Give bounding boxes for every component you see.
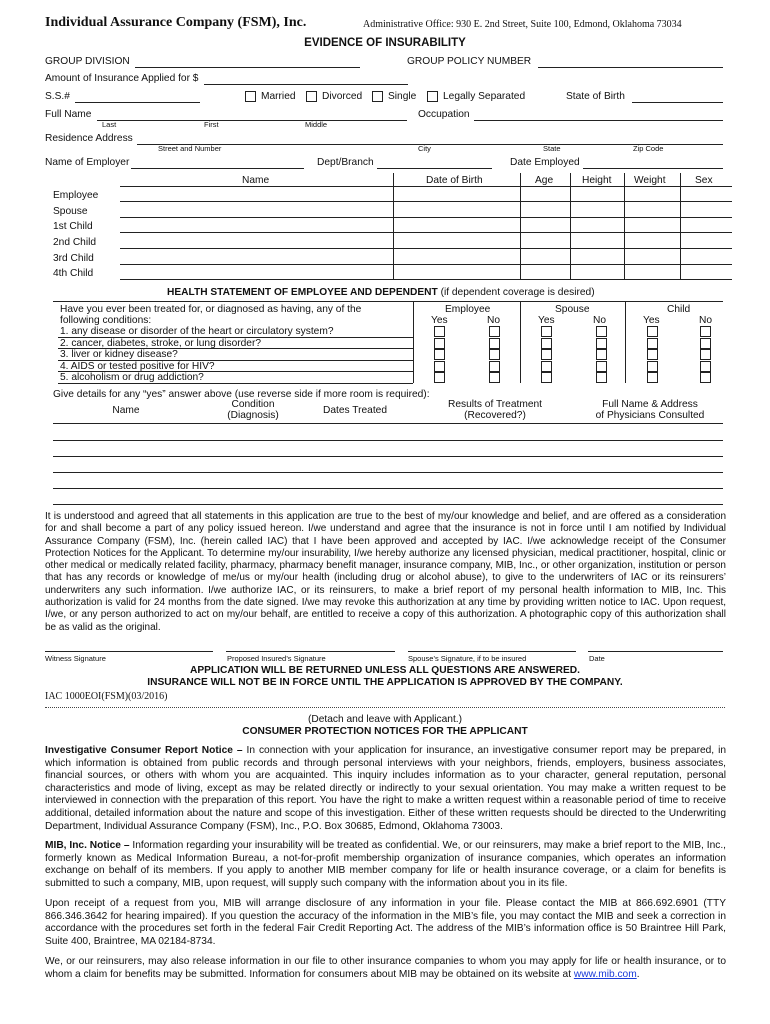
yes-label: Yes [431, 315, 448, 326]
company-name: Individual Assurance Company (FSM), Inc. [45, 15, 307, 30]
ssn-label: S.S.# [45, 91, 70, 102]
date-caption: Date [589, 654, 605, 663]
dep-row-label: 3rd Child [53, 253, 94, 264]
release-body: We, or our reinsurers, may also release information in our file to other insurance companies to whom you may apply for life or health insurance, or to whom a claim for benefits may be submitted. Information for consumers about MIB may be obtained on its website at [45, 956, 726, 980]
condition-5-checkbox[interactable] [596, 372, 607, 383]
details-intro: Give details for any “yes” answer above (use reverse side if more room is required): [53, 389, 430, 400]
date-line[interactable] [588, 651, 723, 652]
date-employed-label: Date Employed [510, 157, 580, 168]
health-rule [53, 301, 723, 302]
dep-row-line[interactable] [120, 201, 732, 202]
office-address: Administrative Office: 930 E. 2nd Street, Suite 100, Edmond, Oklahoma 73034 [363, 19, 682, 30]
condition-4-checkbox[interactable] [541, 361, 552, 372]
warning-line-1: APPLICATION WILL BE RETURNED UNLESS ALL QUESTIONS ARE ANSWERED. [190, 665, 580, 676]
condition-5-checkbox[interactable] [647, 372, 658, 383]
condition-1-checkbox[interactable] [596, 326, 607, 337]
yes-label: Yes [538, 315, 555, 326]
condition-2-checkbox[interactable] [489, 338, 500, 349]
condition-4: 4. AIDS or tested positive for HIV? [60, 361, 215, 372]
group-employee: Employee [445, 304, 491, 315]
group-division-field[interactable] [135, 67, 360, 68]
dep-header-height: Height [582, 175, 612, 186]
dep-header-dob: Date of Birth [426, 175, 483, 186]
witness-caption: Witness Signature [45, 654, 106, 663]
condition-1-checkbox[interactable] [647, 326, 658, 337]
condition-1-checkbox[interactable] [434, 326, 445, 337]
insured-caption: Proposed Insured’s Signature [227, 654, 326, 663]
condition-3-checkbox[interactable] [596, 349, 607, 360]
details-row-line[interactable] [53, 456, 723, 457]
details-row-line[interactable] [53, 504, 723, 505]
warning-line-2: INSURANCE WILL NOT BE IN FORCE UNTIL THE APPLICATION IS APPROVED BY THE COMPANY. [147, 677, 623, 688]
condition-2: 2. cancer, diabetes, stroke, or lung disorder? [60, 338, 262, 349]
dep-header-rule [120, 186, 732, 187]
dep-row-label: Spouse [53, 206, 88, 217]
health-divider [413, 301, 414, 383]
state-of-birth-label: State of Birth [566, 91, 625, 102]
mib-title: MIB, Inc. Notice – [45, 840, 130, 851]
amount-field[interactable] [204, 84, 408, 85]
no-label: No [699, 315, 713, 326]
dep-row-label: Employee [53, 190, 99, 201]
detach-line [45, 707, 725, 708]
group-child: Child [667, 304, 691, 315]
state-of-birth-field[interactable] [632, 102, 723, 103]
condition-2-checkbox[interactable] [647, 338, 658, 349]
form-code: IAC 1000EOI(FSM)(03/2016) [45, 691, 168, 702]
health-title-note: (if dependent coverage is desired) [440, 287, 595, 298]
dep-row-line[interactable] [120, 232, 732, 233]
condition-5-checkbox[interactable] [489, 372, 500, 383]
details-col-dates: Dates Treated [323, 405, 387, 416]
authorization-paragraph: It is understood and agreed that all statements in this application are true to the best of my/our knowledge and belief, and are offered as a consideration for and shall become a part of any policy issued hereon. I/we understand and agree that the insurance is not in force until I am notified by Individual Assurance Company (FSM), Inc. (herein called IAC) that I have been approved and accepted by IAC. I/we acknowledge receipt of the Consumer Protection Notices for the Applicant. To determine my/our insurability, I/we hereby authorize any licensed physician, medical practitioner, hospital, clinic or other medical or medically related facility, pharmacy, pharmacy benefit manager, insurance company, MIB, Inc., or other organization, institution or person that has any records or knowledge of me/us or my/our health (including drug or alcohol abuse), to give to the underwriters of IAC or its reinsurers’ underwriters any such information. I/we authorize IAC, or its reinsurers, to make a brief report of my personal health information to MIB, Inc. This authorization is valid for 24 months from the date signed. I/we may revoke this authorization at any time by providing written notice to IAC. Upon request, I/we, or any person authorized to act on my/our behalf, are entitled to receive a copy of this authorization. A photographic copy of this authorization shall be as valid as the original. [45, 511, 726, 633]
investigative-notice [45, 745, 726, 833]
dep-header-weight: Weight [634, 175, 666, 186]
details-col-condition-2: (Diagnosis) [227, 410, 279, 421]
details-row-line[interactable] [53, 488, 723, 489]
legally-separated-label: Legally Separated [443, 91, 526, 102]
full-name-field[interactable] [97, 120, 407, 121]
details-col-physician-2: of Physicians Consulted [595, 410, 705, 421]
city-caption: City [418, 144, 431, 153]
insured-signature-line[interactable] [226, 651, 395, 652]
yes-label: Yes [643, 315, 660, 326]
last-caption: Last [102, 120, 117, 129]
dept-label: Dept/Branch [317, 157, 374, 168]
investigative-body: In connection with your application for insurance, an investigative consumer report may be prepared, in which information is obtained from public records and through personal interviews with your neighbors, friends, employers, business associates, financial sources, or others with whom you are acquainted. This inquiry includes information as to your character, general reputation, personal characteristics and mode of living, except as may be related directly or indirectly to your sexual orientation. You may make a written request to be interviewed in connection with the preparation of this report. You have the right to make a written request within a reasonable period of time to receive additional, detailed information about the nature and scope of this investigation. Either of these written requests should be directed to the Underwriting Department, Individual Assurance Company (FSM), Inc., P.O. Box 30685, Edmond, Oklahoma 73003. [45, 745, 727, 832]
dept-field[interactable] [377, 168, 492, 169]
notices-title: CONSUMER PROTECTION NOTICES FOR THE APPLICANT [242, 726, 528, 737]
condition-3-checkbox[interactable] [541, 349, 552, 360]
condition-2-checkbox[interactable] [541, 338, 552, 349]
mib-notice [45, 840, 726, 890]
condition-1-checkbox[interactable] [700, 326, 711, 337]
condition-3-checkbox[interactable] [434, 349, 445, 360]
page-title: EVIDENCE OF INSURABILITY [304, 37, 466, 49]
condition-5-checkbox[interactable] [434, 372, 445, 383]
details-col-results-2: (Recovered?) [464, 410, 526, 421]
spouse-signature-line[interactable] [408, 651, 576, 652]
dep-row-label: 2nd Child [53, 237, 97, 248]
investigative-title: Investigative Consumer Report Notice – [45, 745, 243, 756]
condition-1: 1. any disease or disorder of the heart or circulatory system? [60, 326, 334, 337]
first-caption: First [204, 120, 219, 129]
details-row-line[interactable] [53, 423, 723, 424]
condition-rule [58, 348, 413, 349]
details-row-line[interactable] [53, 472, 723, 473]
health-divider [520, 301, 521, 383]
condition-4-checkbox[interactable] [434, 361, 445, 372]
condition-4-checkbox[interactable] [700, 361, 711, 372]
condition-5: 5. alcoholism or drug addiction? [60, 372, 204, 383]
single-label: Single [388, 91, 417, 102]
occupation-label: Occupation [418, 109, 470, 120]
release-paragraph [45, 956, 726, 981]
witness-signature-line[interactable] [45, 651, 213, 652]
condition-4-checkbox[interactable] [647, 361, 658, 372]
details-col-name: Name [112, 405, 140, 416]
street-caption: Street and Number [158, 144, 222, 153]
legally-separated-checkbox[interactable] [427, 91, 438, 102]
condition-rule [58, 337, 413, 338]
dep-header-age: Age [535, 175, 554, 186]
group-spouse: Spouse [555, 304, 590, 315]
detach-note: (Detach and leave with Applicant.) [307, 714, 463, 725]
health-title-text: HEALTH STATEMENT OF EMPLOYEE AND DEPENDENT [167, 287, 438, 298]
group-policy-label: GROUP POLICY NUMBER [407, 56, 532, 67]
spouse-caption: Spouse’s Signature, if to be insured [408, 654, 527, 663]
condition-4-checkbox[interactable] [596, 361, 607, 372]
no-label: No [487, 315, 501, 326]
state-caption: State [543, 144, 561, 153]
dep-row-line[interactable] [120, 248, 732, 249]
ssn-field[interactable] [75, 102, 200, 103]
employer-label: Name of Employer [45, 157, 130, 168]
employer-field[interactable] [131, 168, 304, 169]
married-label: Married [261, 91, 296, 102]
release-period: . [636, 968, 640, 980]
mib-receipt-paragraph: Upon receipt of a request from you, MIB will arrange disclosure of any information in your file. Please contact the MIB at 866.692.6901 (TTY 866.346.3642 for hearing impaired). If you question the accuracy of the information in the MIB’s file, you may contact the MIB and seek a correction in accordance with the procedures set forth in the federal Fair Credit Reporting Act. The address of the MIB’s information office is 50 Braintree Hill Park, Suite 400, Braintree, MA 02184-8734. [45, 898, 726, 947]
condition-rule [58, 371, 413, 372]
condition-3-checkbox[interactable] [489, 349, 500, 360]
dep-header-name: Name [242, 175, 270, 186]
condition-5-checkbox[interactable] [700, 372, 711, 383]
health-intro-1: Have you ever been treated for, or diagnosed as having, any of the [60, 304, 362, 315]
condition-5-checkbox[interactable] [541, 372, 552, 383]
condition-2-checkbox[interactable] [434, 338, 445, 349]
residence-label: Residence Address [45, 133, 133, 144]
dep-row-line[interactable] [120, 279, 732, 280]
dep-row-line[interactable] [120, 217, 732, 218]
dep-header-sex: Sex [695, 175, 713, 186]
divorced-label: Divorced [322, 91, 363, 102]
condition-rule [58, 383, 413, 384]
married-checkbox[interactable] [245, 91, 256, 102]
condition-1-checkbox[interactable] [541, 326, 552, 337]
mib-website-link[interactable]: www.mib.com [573, 968, 637, 980]
no-label: No [593, 315, 607, 326]
details-col-condition-1: Condition [231, 399, 275, 410]
details-row-line[interactable] [53, 440, 723, 441]
mib-body: Information regarding your insurability will be treated as confidential. We, or our reinsurers, may make a brief report to the MIB, Inc., formerly known as Medical Information Bureau, a not-for-profit membership organization of insurance companies, which operates an information exchange on behalf of its members. If you apply to another MIB member company for life or health insurance coverage, or a claim for benefits is submitted to such a company, MIB, upon request, will supply such company with the information about you in its file. [45, 840, 726, 889]
condition-3-checkbox[interactable] [647, 349, 658, 360]
group-division-label: GROUP DIVISION [45, 56, 130, 67]
full-name-label: Full Name [45, 109, 92, 120]
dep-row-line[interactable] [120, 264, 732, 265]
details-col-physician-1: Full Name & Address [602, 399, 698, 410]
middle-caption: Middle [305, 120, 328, 129]
date-employed-field[interactable] [583, 168, 723, 169]
health-divider [625, 301, 626, 383]
condition-rule [58, 360, 413, 361]
group-policy-field[interactable] [538, 67, 723, 68]
occupation-field[interactable] [474, 120, 723, 121]
condition-4-checkbox[interactable] [489, 361, 500, 372]
condition-3-checkbox[interactable] [700, 349, 711, 360]
single-checkbox[interactable] [372, 91, 383, 102]
condition-2-checkbox[interactable] [700, 338, 711, 349]
zip-caption: Zip Code [633, 144, 664, 153]
condition-3: 3. liver or kidney disease? [60, 349, 178, 360]
condition-1-checkbox[interactable] [489, 326, 500, 337]
health-intro-2: following conditions: [60, 315, 152, 326]
amount-label: Amount of Insurance Applied for $ [45, 73, 199, 84]
dep-row-label: 1st Child [53, 221, 93, 232]
health-title [167, 287, 595, 298]
condition-2-checkbox[interactable] [596, 338, 607, 349]
dep-row-label: 4th Child [53, 268, 94, 279]
details-col-results-1: Results of Treatment [448, 399, 542, 410]
divorced-checkbox[interactable] [306, 91, 317, 102]
